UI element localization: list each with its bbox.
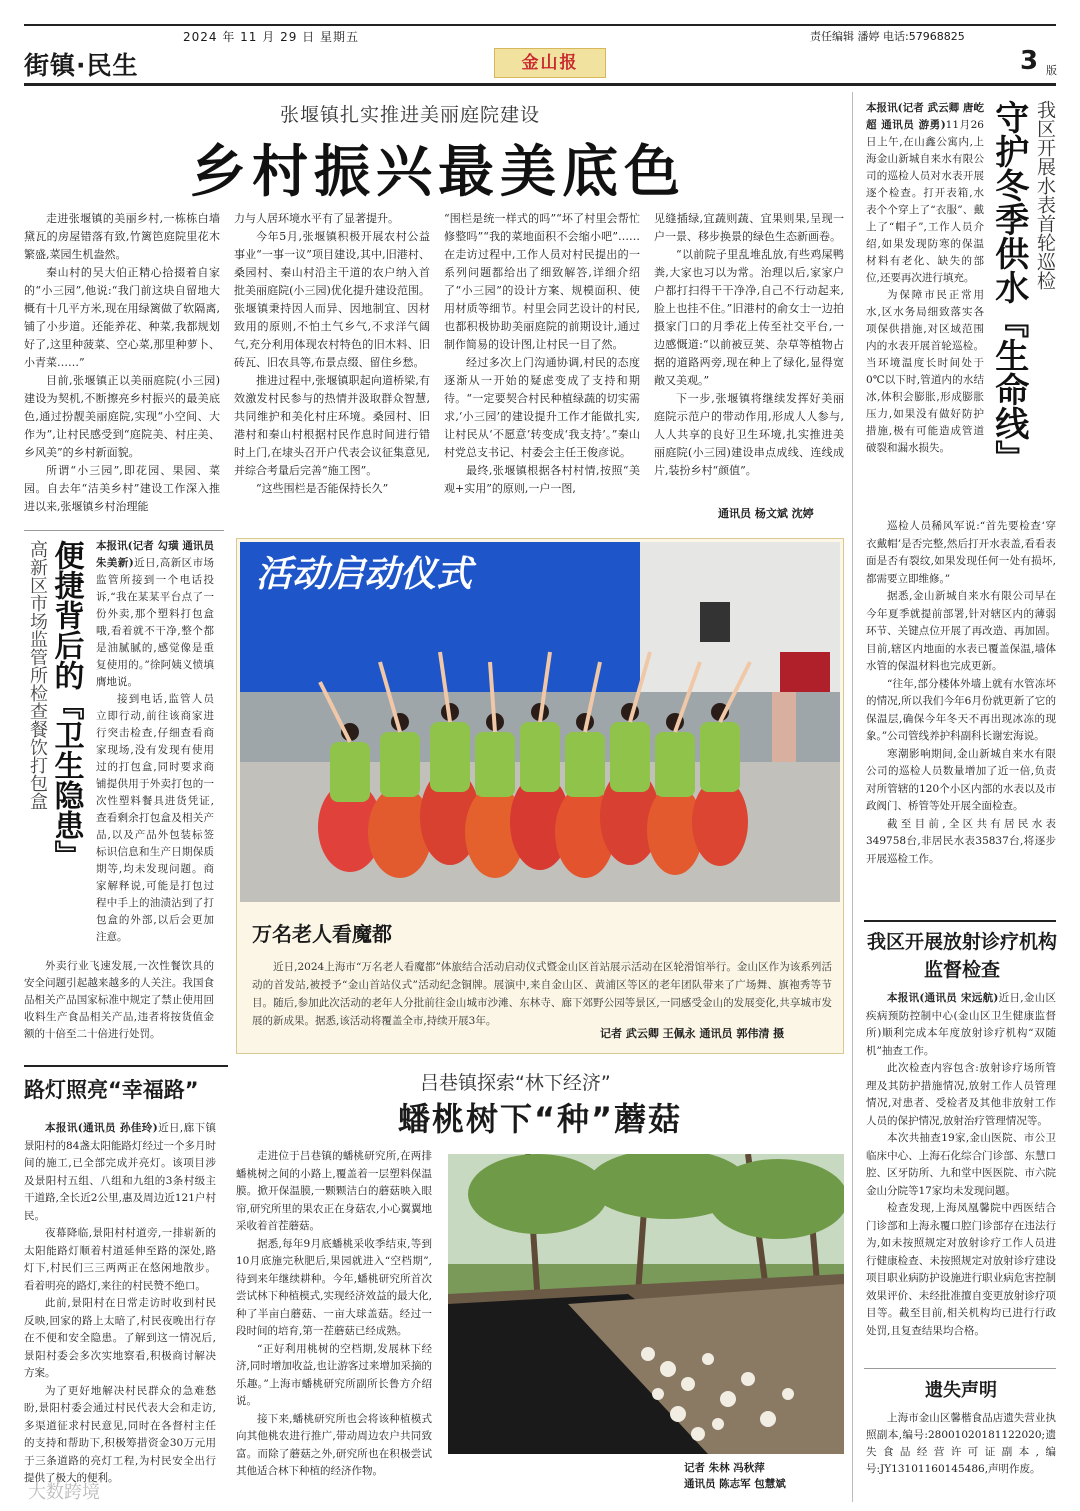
hygiene-paragraph: 近日,高新区市场监管所接到一个电话投诉,“我在某某平台点了一份外卖,那个塑料打包盒哦,看着就不干净,整个都是油腻腻的,感觉像是重复使用的。”徐阿姨义愤填膺地说。	[96, 557, 214, 688]
lead-paragraph: “以前院子里乱堆乱放,有些鸡屎鸭粪,大家也习以为常。治理以后,家家户户都打扫得干干净净,自己不行动起来,脸上也挂不住。”旧港村的俞女士一边拍摄家门口的月季花上传至社交平台,一边感慨道:“以前被豆荚、杂草等植物占据的道路两旁,现在种上了绿化,显得宽敞又美观。”	[654, 248, 844, 387]
section-rule	[24, 530, 224, 531]
lead-paragraph: 见缝插绿,宜蔬则蔬、宜果则果,呈现一户一景、移步换景的绿色生态新画卷。	[654, 212, 844, 243]
streetlight-headline: 路灯照亮“幸福路”	[24, 1078, 199, 1102]
lead-column-3	[444, 210, 640, 498]
streetlight-paragraph: 此前,景阳村在日常走访时收到村民反映,回家的路上太暗了,村民夜晚出行存在不便和安全隐患。了解到这一情况后,景阳村委会多次实地察看,积极商讨解决方案。	[24, 1297, 216, 1379]
section-title: 街镇·民生	[24, 51, 139, 80]
lead-credit: 通讯员 杨文斌 沈婷	[718, 507, 814, 520]
newspaper-logo: 金山报	[494, 48, 606, 78]
streetlight-column	[24, 1120, 216, 1488]
water-byline: 本报讯(记者 武云卿 唐屹超 通讯员 游勇)	[866, 102, 984, 131]
mushroom-column	[236, 1148, 432, 1481]
lead-paragraph: 下一步,张堰镇将继续发挥好美丽庭院示范户的带动作用,形成人人参与,人人共享的良好卫生环境,扎实推进美丽庭院(小三园)建设串点成线、连线成片,装扮乡村“颜值”。	[654, 392, 844, 477]
radiation-byline: 本报讯(通讯员 宋远航)	[887, 992, 999, 1004]
mushroom-photo-illustration	[448, 1154, 844, 1454]
streetlight-paragraph: 近日,廊下镇景阳村的84盏太阳能路灯经过一个多月时间的施工,已全部完成并亮灯。该项目涉及景阳村五组、八组和九组的3条村级主干道路,全长近2公里,惠及周边近121户村民。	[24, 1122, 217, 1222]
section-rule	[864, 920, 1056, 922]
radiation-paragraph: 近日,金山区疾病预防控制中心(金山区卫生健康监督所)顺利完成本年度放射诊疗机构“双随机”抽查工作。	[866, 992, 1056, 1057]
section-rule	[864, 1368, 1056, 1369]
page-number-unit: 版	[1046, 64, 1057, 77]
caption-text: 近日,2024上海市“万名老人看魔都”体旅结合活动启动仪式暨金山区首站展示活动在区轮滑馆举行。金山区作为该系列活动的首发站,被授予“金山首站仪式”活动纪念铜牌。展演中,来自金山区、黄浦区等区的老年团队带来了广场舞、旗袍秀等节目。随后,参加此次活动的老年人分批前往金山城市沙滩、东林寺、廊下郊野公园等景区,一同感受金山的发展变化,共享城市发展的新成果。据悉,该活动将覆盖全市,持续开展3年。	[252, 961, 832, 1027]
water-headline: 守护冬季供水『生命线』	[988, 100, 1029, 474]
editor-info: 责任编辑 潘婷 电话:57968825	[810, 30, 965, 43]
top-rule	[24, 24, 1056, 26]
lead-paragraph: 秦山村的吴大伯正精心拾掇着自家的“小三园”,他说:“我门前这块自留地大概有十几平方米,现在用绿篱做了软隔离,铺了小步道。还能养花、种菜,我都规划好了,这里种菠菜、空心菜,那里种萝卜、小青菜……”	[24, 266, 220, 369]
lead-paragraph: 今年5月,张堰镇积极开展农村公益事业“一事一议”项目建设,其中,旧港村、桑园村、秦山村沿主干道的农户纳入首批美丽庭院(小三园)优化提升建设范围。张堰镇秉持因人而异、因地制宜、因材致用的原则,不怕土气乡气,不求洋气阔气,充分利用体现农村特色的旧木料、旧砖瓦、旧农具等,布景点缀、留住乡愁。	[234, 230, 430, 369]
mushroom-headline: 蟠桃树下“种”蘑菇	[398, 1100, 683, 1138]
photo-credit-line: 通讯员 陈志军 包慧斌	[684, 1478, 786, 1490]
hygiene-column-bottom	[24, 958, 214, 1043]
photo-credit-line: 记者 朱林 冯秋萍	[684, 1462, 765, 1474]
lead-column-1	[24, 210, 220, 516]
lead-paragraph: 走进张堰镇的美丽乡村,一栋栋白墙黛瓦的房屋错落有致,竹篱笆庭院里花木繁盛,菜园生机盎然。	[24, 212, 220, 261]
mushroom-paragraph: 接下来,蟠桃研究所也会将该种植模式向其他桃农进行推广,带动周边农户共同致富。而除了蘑菇之外,研究所也在积极尝试其他适合林下种植的经济作物。	[236, 1412, 432, 1477]
lead-paragraph: 所谓“小三园”,即花园、果园、菜园。自去年“洁美乡村”建设工作深入推进以来,张堰镇乡村治理能	[24, 464, 220, 513]
water-paragraph: 寒潮影响期间,金山新城自来水有限公司的巡检人员数量增加了近一倍,负责对所管辖的120个小区内部的水表以及市政阀门、桥管等处开展全面检查。	[866, 747, 1056, 812]
hygiene-subtitle: 高新区市场监管所检查餐饮打包盒	[27, 540, 48, 810]
radiation-column	[866, 990, 1056, 1340]
water-paragraph: 为保障市民正常用水,区水务局细致落实各项保供措施,对区域范围内的水表开展首轮巡检。当环境温度长时间处于0℃以下时,管道内的水结冰,体积会膨胀,形成膨胀压力,如果没有做好防护措施,极有可能造成管道破裂和漏水损失。	[866, 289, 984, 454]
water-paragraph: 巡检人员稀风军说:“首先要检查‘穿衣戴帽’是否完整,然后打开水表盖,看看表面是否有裂纹,如果发现任何一处有损坏,都需要立即维修。”	[866, 520, 1056, 585]
lead-paragraph: 目前,张堰镇正以美丽庭院(小三园)建设为契机,不断擦亮乡村振兴的最美底色,通过扮靓美丽庭院,实现“小空间、大作为”,让村民感受到“庭院美、村庄美、乡风美”的乡村新面貌。	[24, 374, 220, 459]
lead-paragraph: 最终,张堰镇根据各村村情,按照“美观+实用”的原则,一户一图,	[444, 464, 640, 495]
water-subtitle: 我区开展水表首轮巡检	[1034, 100, 1056, 290]
masthead-rule	[24, 83, 1056, 86]
radiation-paragraph: 此次检查内容包含:放射诊疗场所管理及其防护措施情况,放射工作人员管理情况,对患者、受检者及其他非放射工作人员的保护情况,放射治疗管理情况等。	[866, 1062, 1056, 1127]
mushroom-paragraph: 据悉,每年9月底蟠桃采收季结束,等到10月底施完秋肥后,果园就进入“空档期”,待到来年继续耕种。今年,蟠桃研究所首次尝试林下种植模式,实现经济效益的最大化,种了半亩白蘑菇、一亩大球盖菇。经过一段时间的培育,第一茬蘑菇已经成熟。	[236, 1237, 432, 1337]
radiation-paragraph: 检查发现,上海凤凰馨院中西医结合门诊部和上海永覆口腔门诊部存在违法行为,如未按照规定对放射诊疗工作人员进行健康检查、未按照规定对放射诊疗建设项目职业病防护设施进行职业病危害控制效果评价、未经批准擅自变更放射诊疗项目等。截至目前,相关机构均已进行行政处罚,且复查结果均合格。	[866, 1202, 1056, 1337]
lead-column-4	[654, 210, 844, 480]
streetlight-byline: 本报讯(通讯员 孙佳玲)	[45, 1122, 158, 1134]
hygiene-column	[96, 538, 214, 946]
streetlight-paragraph: 为了更好地解决村民群众的急难愁盼,景阳村委会通过村民代表大会和走访,多渠道征求村民意见,同时在各督村主任的支持和帮助下,积极筹措资金30万元用于三条道路的亮灯工程,为村民安全出行提供了极大的便利。	[24, 1384, 216, 1484]
caption-credit: 记者 武云卿 王佩永 通讯员 郭伟清 摄	[600, 1027, 785, 1040]
mushroom-photo-credit	[684, 1460, 786, 1492]
water-column-bottom	[866, 518, 1056, 868]
water-paragraph: 11月26日上午,在山鑫公寓内,上海金山新城自来水有限公司的巡检人员对水表开展逐个检查。打开表箱,水表个个穿上了“衣服”、戴上了“帽子”,工作人员介绍,如果发现防寒的保温材料有老化、缺失的部位,还要再次进行填充。	[866, 119, 984, 284]
lead-subtitle: 张堰镇扎实推进美丽庭院建设	[280, 104, 541, 126]
lead-column-2	[234, 210, 430, 498]
hygiene-byline: 本报讯(记者 勾璜 通讯员 朱美新)	[96, 540, 214, 569]
radiation-headline: 我区开展放射诊疗机构监督检查	[866, 931, 1057, 981]
notice-headline: 遗失声明	[925, 1380, 997, 1401]
mushroom-photo	[448, 1154, 844, 1454]
lead-paragraph: 推进过程中,张堰镇职起向道桥梁,有效激发村民参与的热情并汲取群众智慧,共同维护和美化村庄环境。桑园村、旧港村和秦山村根据村民作息时间进行错时上门,在埭头召开户代表会议征集意见,并综合考量后完善“施工图”。	[234, 374, 430, 477]
water-paragraph: 截至目前,全区共有居民水表349758台,非居民水表35837台,将逐步开展巡检工作。	[866, 817, 1056, 865]
lead-paragraph: “这些围栏是否能保持长久”	[256, 482, 389, 495]
hygiene-paragraph: 外卖行业飞速发展,一次性餐饮具的安全问题引起越来越多的人关注。我国食品相关产品国家标准中规定了禁止使用回收料生产食品相关产品,违者将按货值金额的十倍至二十倍进行处罚。	[24, 960, 214, 1040]
mushroom-paragraph: 走进位于吕巷镇的蟠桃研究所,在两排蟠桃树之间的小路上,覆盖着一层塑料保温膜。掀开保温膜,一颗颗洁白的蘑菇映入眼帘,研究所里的果农正在身菇农,小心翼翼地采收着首茬蘑菇。	[236, 1150, 432, 1232]
radiation-paragraph: 本次共抽查19家,金山医院、市公卫临床中心、上海石化综合门诊部、东慧口腔、区牙防所、九和堂中医医院、市六院金山分院等17家均未发现问题。	[866, 1132, 1056, 1197]
column-divider	[852, 92, 853, 1502]
issue-date: 2024 年 11 月 29 日 星期五	[183, 30, 359, 44]
lead-paragraph: “围栏是统一样式的吗”“坏了村里会帮忙修整吗”“我的菜地面积不会缩小吧”……在走访过程中,工作人员对村民提出的一系列问题都给出了细致解答,详细介绍了“小三园”的设计方案、规模面积、使用材质等细节。村里会同艺设计的村民,也都积极协助美丽庭院的前期设计,通过制作简易的设计图,让村民一目了然。	[444, 212, 640, 351]
dance-photo-illustration	[240, 542, 840, 902]
page-number: 3	[1020, 46, 1039, 76]
lead-paragraph: 经过多次上门沟通协调,村民的态度逐渐从一开始的疑虑变成了支持和期待。“一定要契合村民种植绿蔬的切实需求,‘小三园’的建设提升工作才能做扎实,让村民从‘不愿意’转变成‘我支持’。”秦山村党总支书记、村委会主任王俊彦说。	[444, 356, 640, 459]
water-column-top	[866, 100, 984, 457]
water-paragraph: “往年,部分楼体外墙上就有水管冻坏的情况,所以我们今年6月份就更新了它的保温层,确保今年冬天不再出现冰冻的现象。”公司管线养护科副科长谢宏海说。	[866, 677, 1056, 742]
photo-banner-text: 活动启动仪式	[256, 554, 473, 595]
lead-paragraph: 力与人居环境水平有了显著提升。	[234, 212, 399, 225]
lead-headline: 乡村振兴最美底色	[190, 140, 686, 205]
streetlight-paragraph: 夜幕降临,景阳村村道旁,一排崭新的太阳能路灯顺着村道延伸至路的深处,路灯下,村民们三三两两正在悠闲地散步。看着明亮的路灯,来往的村民赞不绝口。	[24, 1227, 216, 1292]
notice-text: 上海市金山区馨楷食品店遗失营业执照副本,编号:28001020181122020;遗失食品经营许可证副本,编号:JY13101160145486,声明作废。	[866, 1412, 1056, 1475]
dance-performance-photo	[240, 542, 840, 902]
caption-title: 万名老人看魔都	[252, 922, 392, 946]
hygiene-paragraph: 接到电话,监管人员立即行动,前往该商家进行突击检查,仔细查看商家现场,没有发现有使用过的打包盒,同时要求商铺提供用于外卖打包的一次性塑料餐具进货凭证,查看剩余打包盒及相关产品,以及产品外包装标签标识信息和生产日期保质期等,均未发现问题。商家解释说,可能是打包过程中手上的油渍沾到了打包盒的外部,以后会更加注意。	[96, 693, 214, 943]
mushroom-paragraph: “正好利用桃树的空档期,发展林下经济,同时增加收益,也让游客过来增加采摘的乐趣。”上海市蟠桃研究所副所长鲁方介绍说。	[236, 1342, 432, 1407]
section-rule	[24, 1065, 228, 1067]
mushroom-subtitle: 吕巷镇探索“林下经济”	[420, 1072, 611, 1094]
watermark: 大数跨境	[28, 1482, 100, 1503]
water-paragraph: 据悉,金山新城自来水有限公司早在今年夏季就提前部署,针对辖区内的薄弱环节、关键点位开展了再改造、再加固。目前,辖区内地面的水表已覆盖保温,墙体水管的保温材料也完成更新。	[866, 590, 1056, 672]
hygiene-headline: 便捷背后的『卫生隐患』	[48, 540, 84, 870]
